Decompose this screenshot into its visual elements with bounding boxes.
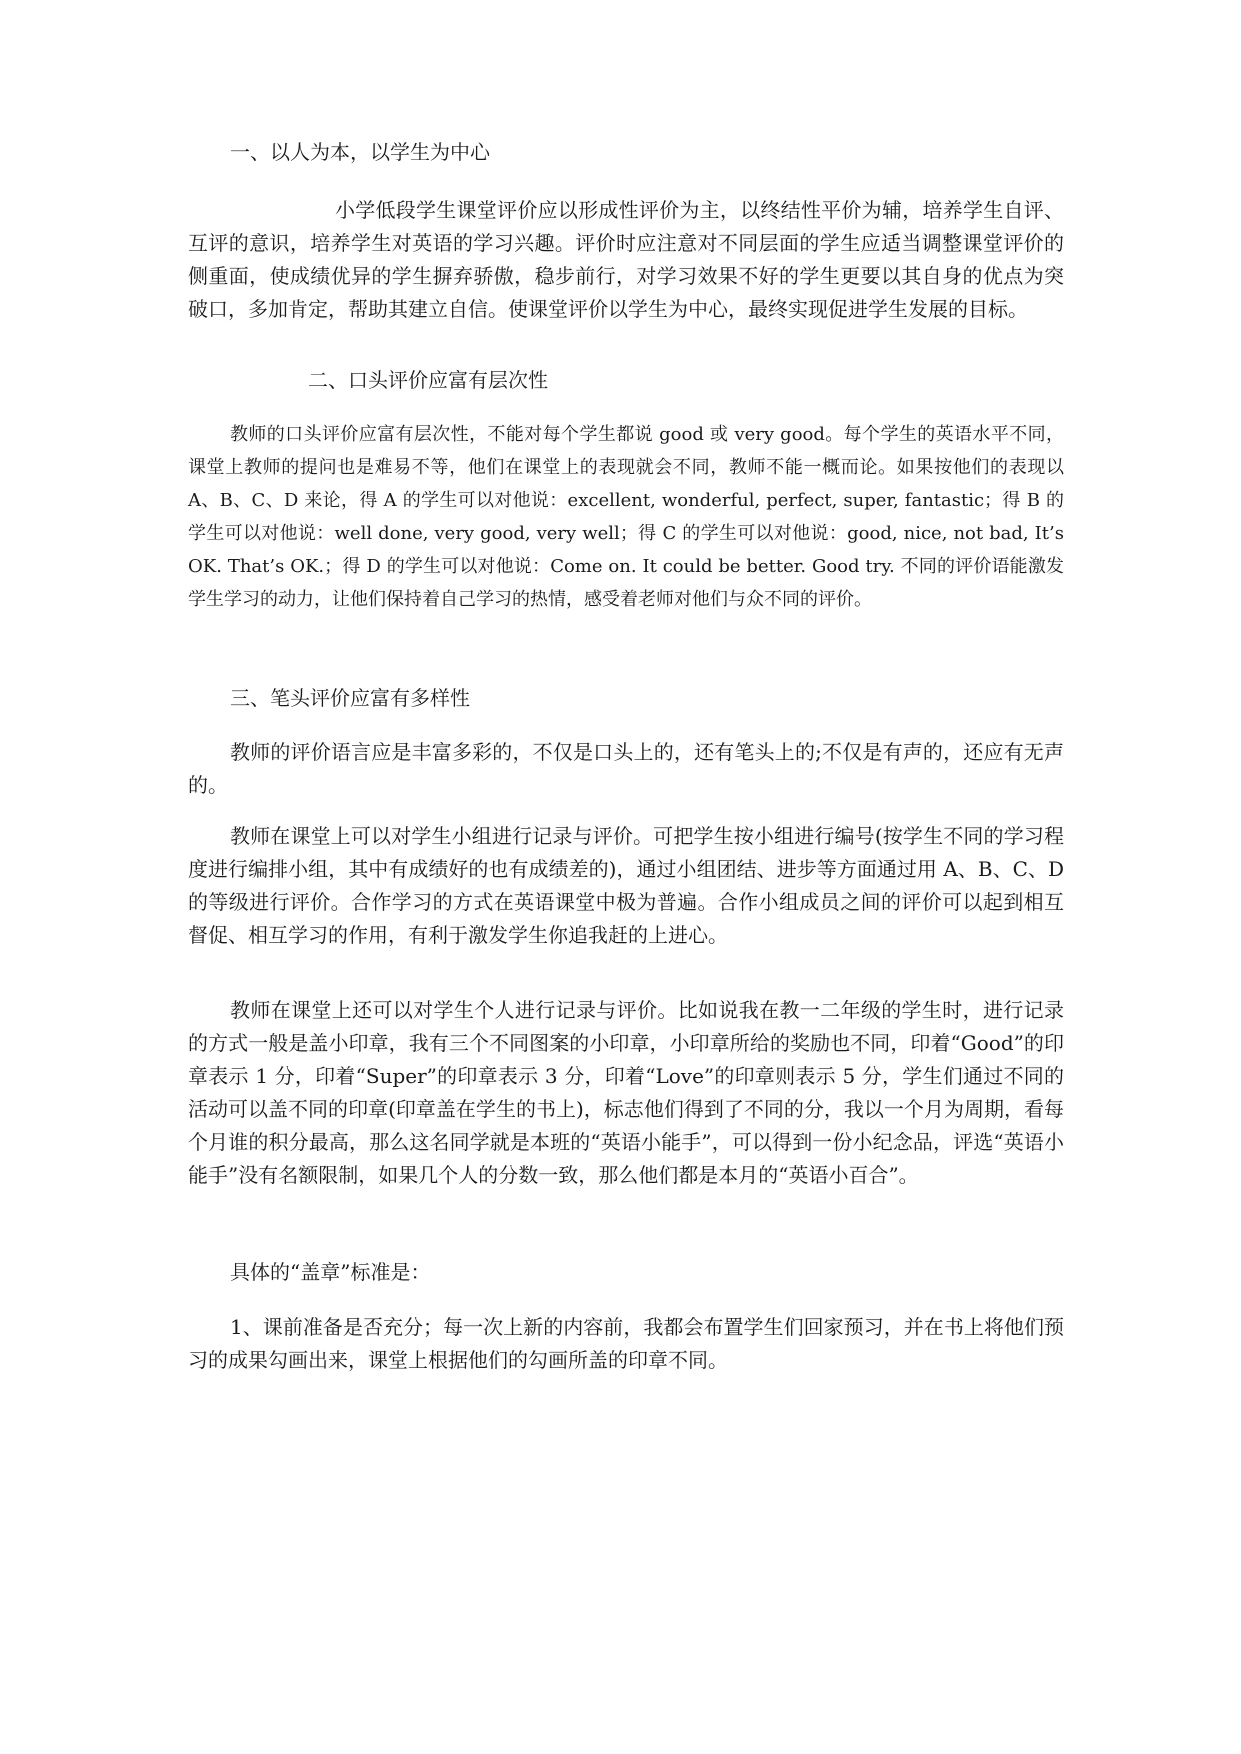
heading-2: 二、口头评价应富有层次性 bbox=[308, 368, 548, 392]
heading-3: 三、笔头评价应富有多样性 bbox=[230, 686, 470, 710]
paragraph-5: 教师在课堂上还可以对学生个人进行记录与评价。比如说我在教一二年级的学生时，进行记录的方式一般是盖小印章，我有三个不同图案的小印章，小印章所给的奖励也不同，印着“Good”的印章表示 1 分，印着“Super”的印章表示 3 分，印着“Love”的印章则表示 5 分，学生们通过不同的活动可以盖不同的印章(印章盖在学生的书上)，标志他们得到了不同的分，我以一个月为周期，看每个月谁的积分最高，那么这名同学就是本班的“英语小能手”，可以得到一份小纪念品，评选“英语小能手”没有名额限制，如果几个人的分数一致，那么他们都是本月的“英语小百合”。 bbox=[188, 998, 1064, 1187]
paragraph-7: 1、课前准备是否充分；每一次上新的内容前，我都会布置学生们回家预习，并在书上将他们预习的成果勾画出来，课堂上根据他们的勾画所盖的印章不同。 bbox=[188, 1315, 1064, 1372]
heading-1: 一、以人为本，以学生为中心 bbox=[230, 140, 490, 164]
paragraph-4: 教师在课堂上可以对学生小组进行记录与评价。可把学生按小组进行编号(按学生不同的学习程度进行编排小组，其中有成绩好的也有成绩差的)，通过小组团结、进步等方面通过用 A、B、C、D 的等级进行评价。合作学习的方式在英语课堂中极为普遍。合作小组成员之间的评价可以起到相互督促、相互学习的作用，有利于激发学生你追我赶的上进心。 bbox=[188, 824, 1064, 947]
paragraph-2: 教师的口头评价应富有层次性，不能对每个学生都说 good 或 very good。每个学生的英语水平不同，课堂上教师的提问也是难易不等，他们在课堂上的表现就会不同，教师不能一概而论。如果按他们的表现以 A、B、C、D 来论，得 A 的学生可以对他说：excellent, wonderful, perfect, super, fantastic；得 B 的学生可以对他说：well done, very good, very well；得 C 的学生可以对他说：good, nice, not bad, It’s OK. That’s OK.；得 D 的学生可以对他说：Come on. It could be better. Good try. 不同的评价语能激发学生学习的动力，让他们保持着自己学习的热情，感受着老师对他们与众不同的评价。 bbox=[188, 424, 1064, 610]
paragraph-3: 教师的评价语言应是丰富多彩的，不仅是口头上的，还有笔头上的;不仅是有声的，还应有无声的。 bbox=[188, 740, 1064, 797]
paragraph-1: 小学低段学生课堂评价应以形成性评价为主，以终结性平价为辅，培养学生自评、互评的意识，培养学生对英语的学习兴趣。评价时应注意对不同层面的学生应适当调整课堂评价的侧重面，使成绩优异的学生摒弃骄傲，稳步前行，对学习效果不好的学生更要以其自身的优点为突破口，多加肯定，帮助其建立自信。使课堂评价以学生为中心，最终实现促进学生发展的目标。 bbox=[188, 198, 1064, 321]
paragraph-6: 具体的“盖章”标准是： bbox=[230, 1260, 431, 1284]
